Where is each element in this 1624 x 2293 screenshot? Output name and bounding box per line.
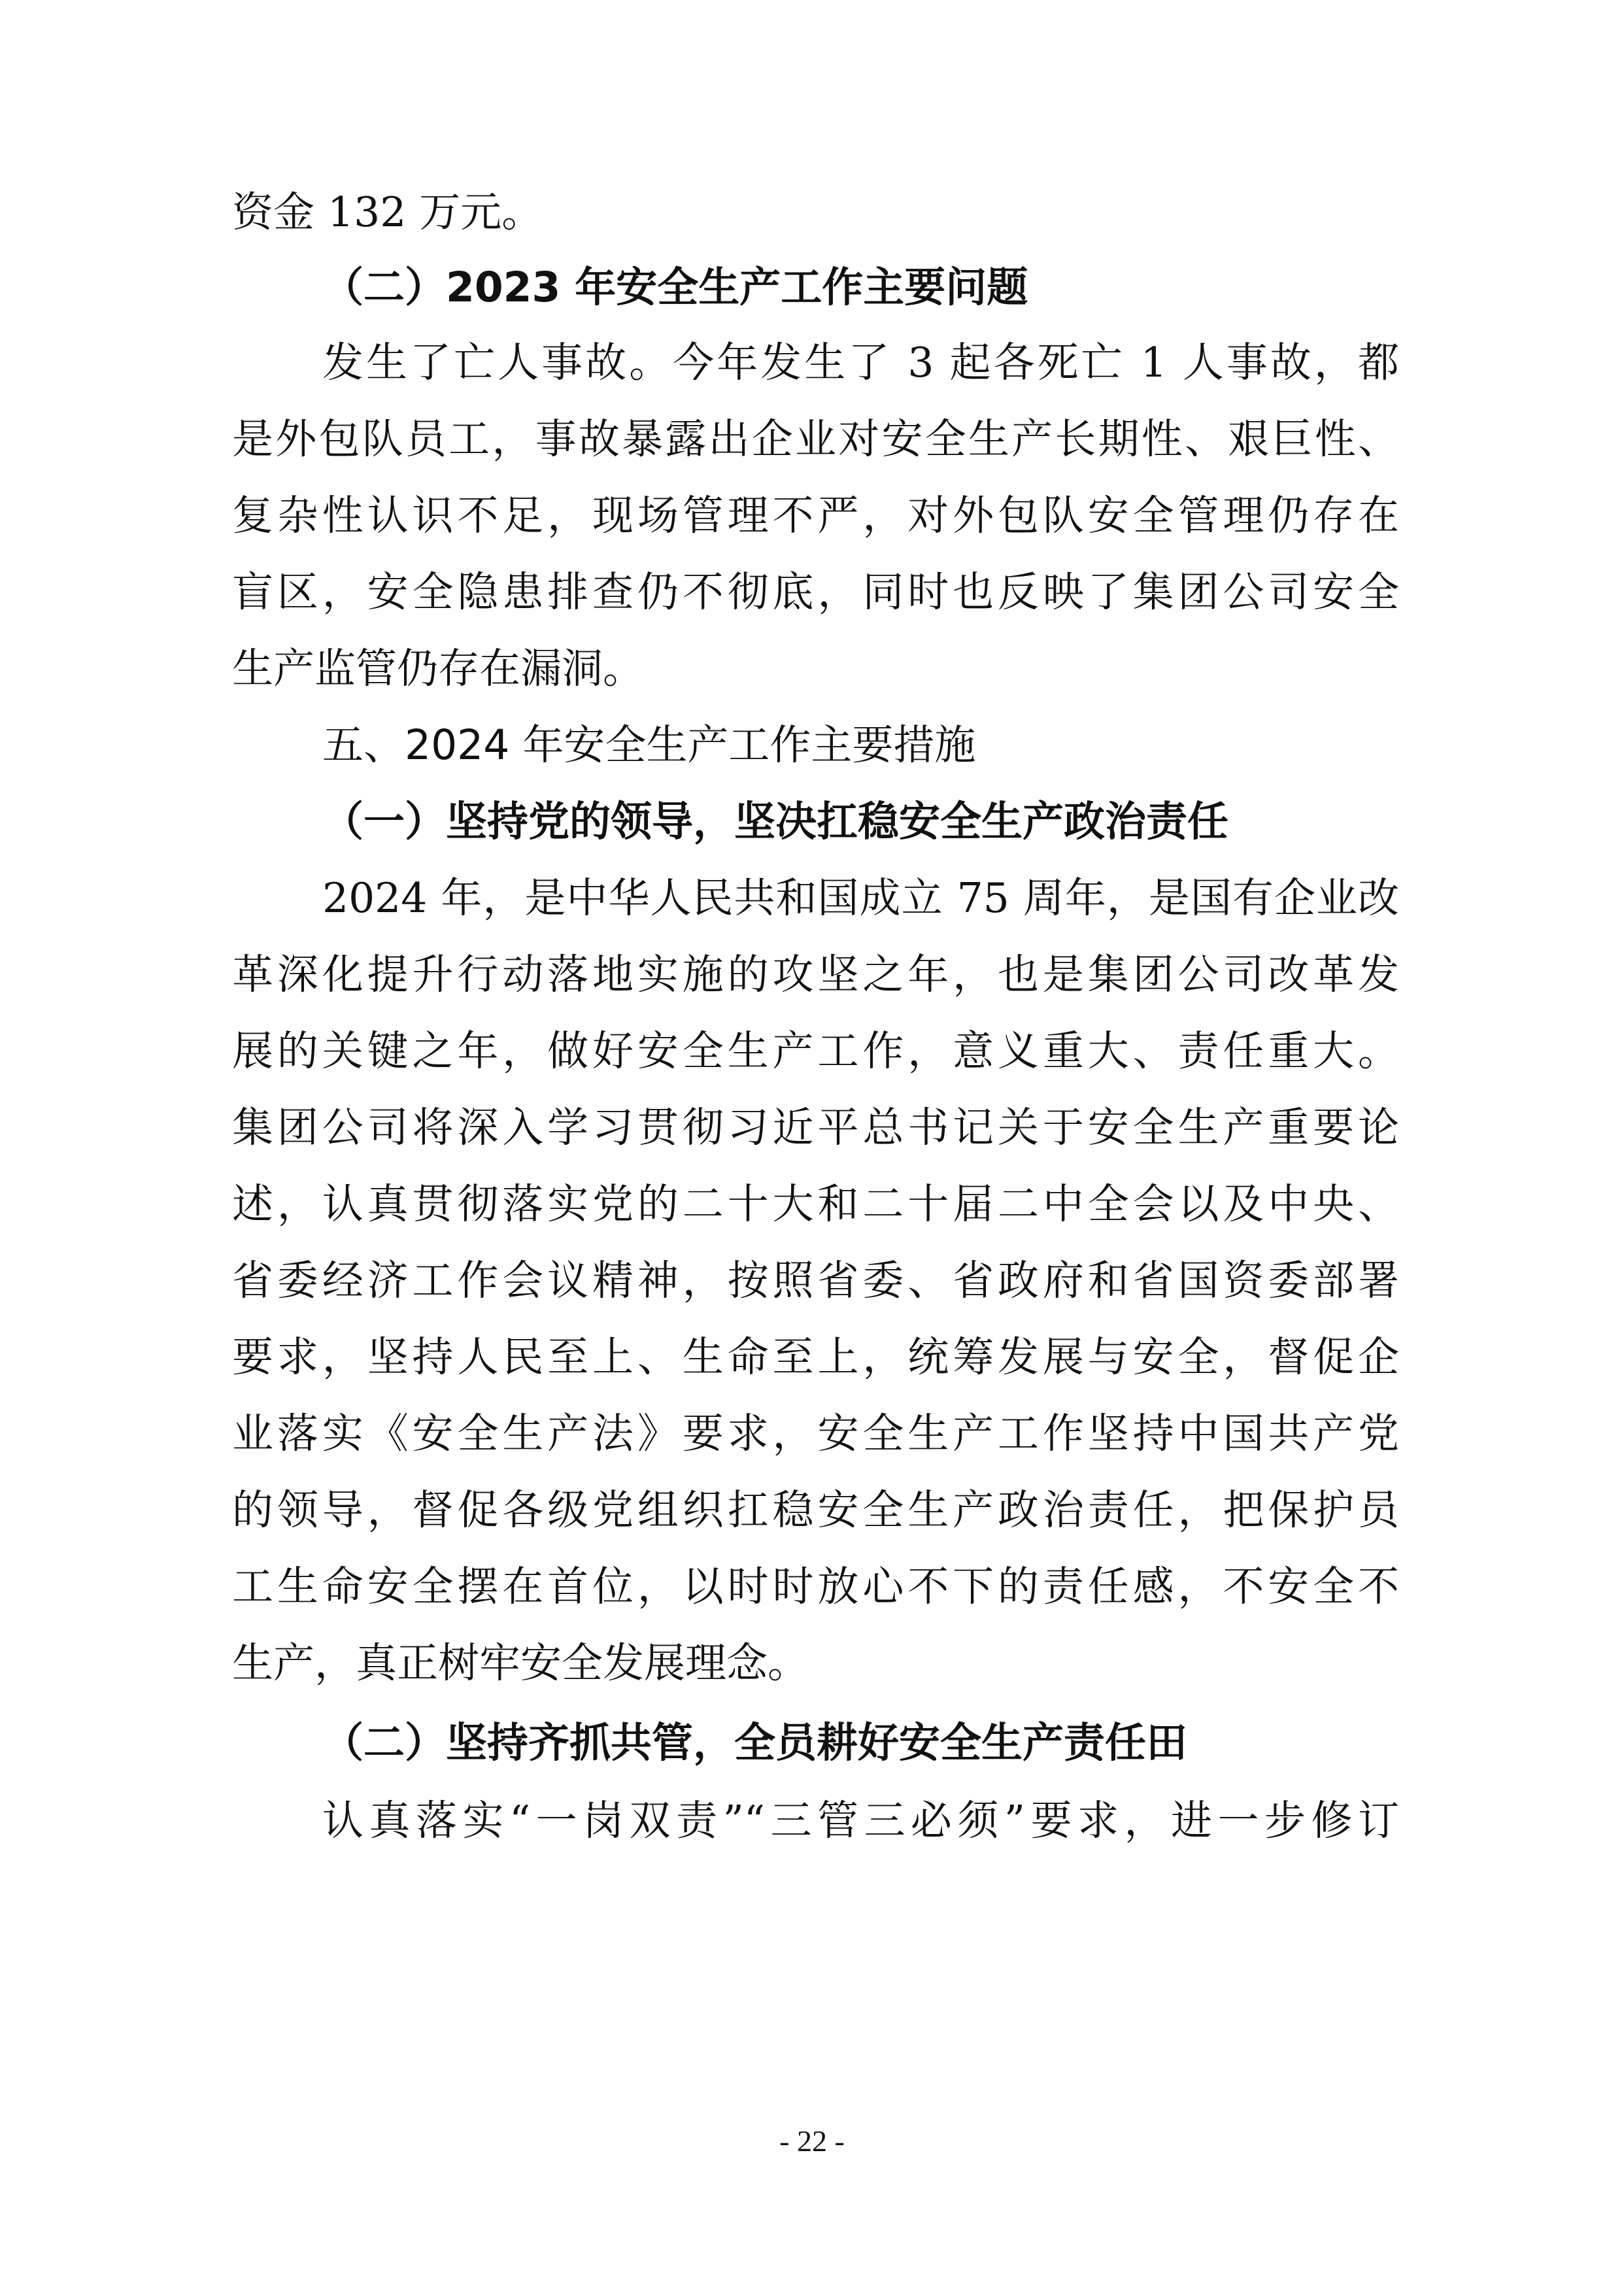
measure1-paragraph-line: 生产，真正树牢安全发展理念。 xyxy=(232,1639,809,1687)
subheading-party-leadership: （一）坚持党的领导，坚决扛稳安全生产政治责任 xyxy=(322,798,1228,845)
subheading-main-problems: （二）2023 年安全生产工作主要问题 xyxy=(322,263,1028,311)
problems-paragraph-line: 盲区，安全隐患排查仍不彻底，同时也反映了集团公司安全 xyxy=(232,568,1399,616)
problems-paragraph-line: 复杂性认识不足，现场管理不严，对外包队安全管理仍存在 xyxy=(232,492,1399,539)
paragraph-continuation: 资金 132 万元。 xyxy=(232,188,543,236)
measure1-paragraph-line: 的领导，督促各级党组织扛稳安全生产政治责任，把保护员 xyxy=(232,1486,1399,1534)
measure1-paragraph-line: 集团公司将深入学习贯彻习近平总书记关于安全生产重要论 xyxy=(232,1104,1399,1151)
problems-paragraph-line: 发生了亡人事故。今年发生了 3 起各死亡 1 人事故，都 xyxy=(322,339,1399,386)
measure1-paragraph-line: 业落实《安全生产法》要求，安全生产工作坚持中国共产党 xyxy=(232,1410,1399,1457)
problems-paragraph-line: 是外包队员工，事故暴露出企业对安全生产长期性、艰巨性、 xyxy=(232,415,1399,463)
measure2-paragraph-line: 认真落实“一岗双责”“三管三必须”要求，进一步修订 xyxy=(322,1797,1399,1844)
measure1-paragraph-line: 展的关键之年，做好安全生产工作，意义重大、责任重大。 xyxy=(232,1027,1399,1075)
measure1-paragraph-line: 2024 年，是中华人民共和国成立 75 周年，是国有企业改 xyxy=(322,874,1399,922)
measure1-paragraph-line: 述，认真贯彻落实党的二十大和二十届二中全会以及中央、 xyxy=(232,1180,1399,1228)
problems-paragraph-line: 生产监管仍存在漏洞。 xyxy=(232,645,644,692)
subheading-joint-management: （二）坚持齐抓共管，全员耕好安全生产责任田 xyxy=(322,1719,1187,1767)
measure1-paragraph-line: 工生命安全摆在首位，以时时放心不下的责任感，不安全不 xyxy=(232,1563,1399,1610)
section-heading-2024-measures: 五、2024 年安全生产工作主要措施 xyxy=(322,721,976,769)
measure1-paragraph-line: 革深化提升行动落地实施的攻坚之年，也是集团公司改革发 xyxy=(232,951,1399,998)
measure1-paragraph-line: 省委经济工作会议精神，按照省委、省政府和省国资委部署 xyxy=(232,1257,1399,1304)
measure1-paragraph-line: 要求，坚持人民至上、生命至上，统筹发展与安全，督促企 xyxy=(232,1333,1399,1381)
page-number: - 22 - xyxy=(779,2124,845,2158)
